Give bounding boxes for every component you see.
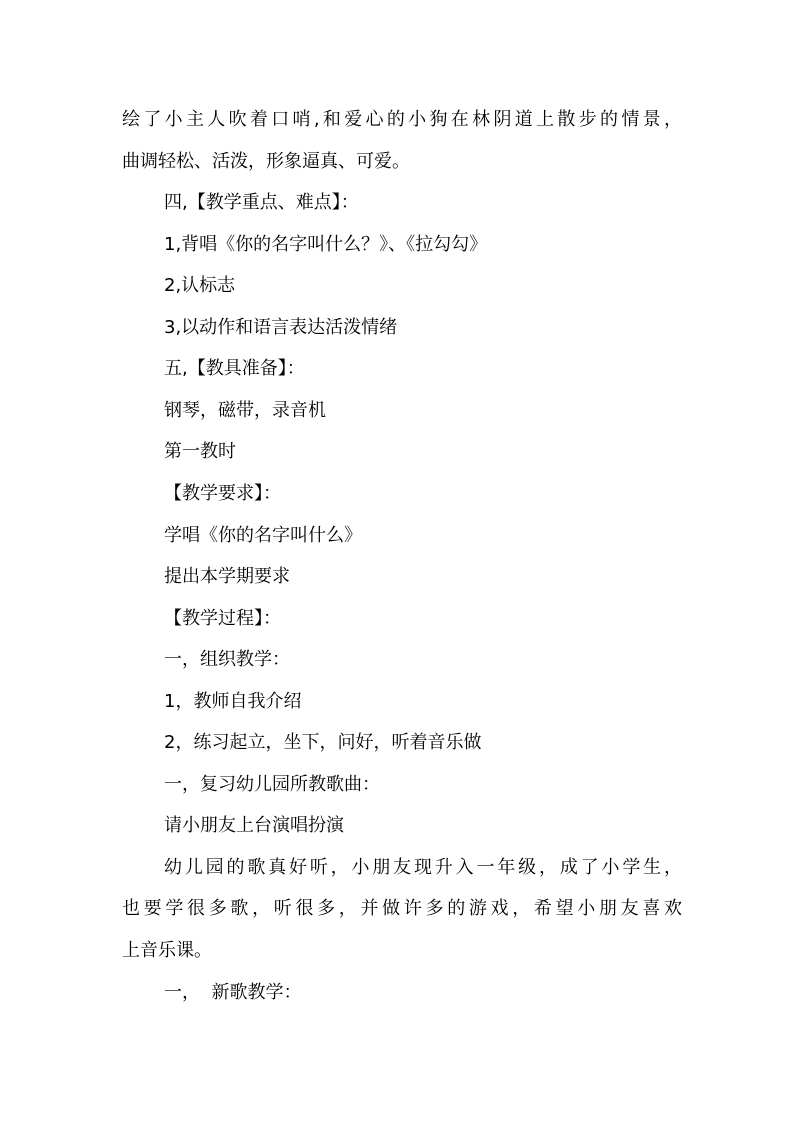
list-item-1: 1,背唱《你的名字叫什么？》、《拉勾勾》: [164, 234, 488, 255]
paragraph-line-5: 上音乐课。: [122, 940, 212, 961]
process-item-3: 请小朋友上台演唱扮演: [164, 815, 344, 836]
list-item-3: 3,以动作和语言表达活泼情绪: [164, 317, 398, 338]
materials-text: 钢琴，磁带，录音机: [164, 400, 326, 421]
process-item-1: 1，教师自我介绍: [164, 691, 302, 712]
paragraph-line-4: 也要学很多歌，听很多，并做许多的游戏，希望小朋友喜欢: [122, 898, 682, 919]
list-item-2: 2,认标志: [164, 275, 236, 296]
paragraph-line-2: 曲调轻松、活泼，形象逼真、可爱。: [122, 151, 410, 172]
section-heading-key-points: 四,【教学重点、难点】：: [164, 192, 359, 213]
process-item-2: 2，练习起立，坐下，问好，听着音乐做: [164, 732, 482, 753]
paragraph-line-3: 幼儿园的歌真好听，小朋友现升入一年级，成了小学生，: [164, 857, 682, 878]
section-heading-process: 【教学过程】：: [164, 608, 281, 629]
lesson-title: 第一教时: [164, 441, 236, 462]
requirement-1: 学唱《你的名字叫什么》: [164, 525, 362, 546]
paragraph-line-1: 绘了小主人吹着口哨,和爱心的小狗在林阴道上散步的情景，: [122, 109, 682, 130]
section-heading-materials: 五,【教具准备】：: [164, 358, 305, 379]
requirement-2: 提出本学期要求: [164, 566, 290, 587]
section-heading-requirements: 【教学要求】：: [164, 483, 281, 504]
process-step-heading-3: 一， 新歌教学：: [164, 982, 302, 1003]
process-step-heading-1: 一，组织教学：: [164, 649, 290, 670]
process-step-heading-2: 一，复习幼儿园所教歌曲：: [164, 774, 380, 795]
